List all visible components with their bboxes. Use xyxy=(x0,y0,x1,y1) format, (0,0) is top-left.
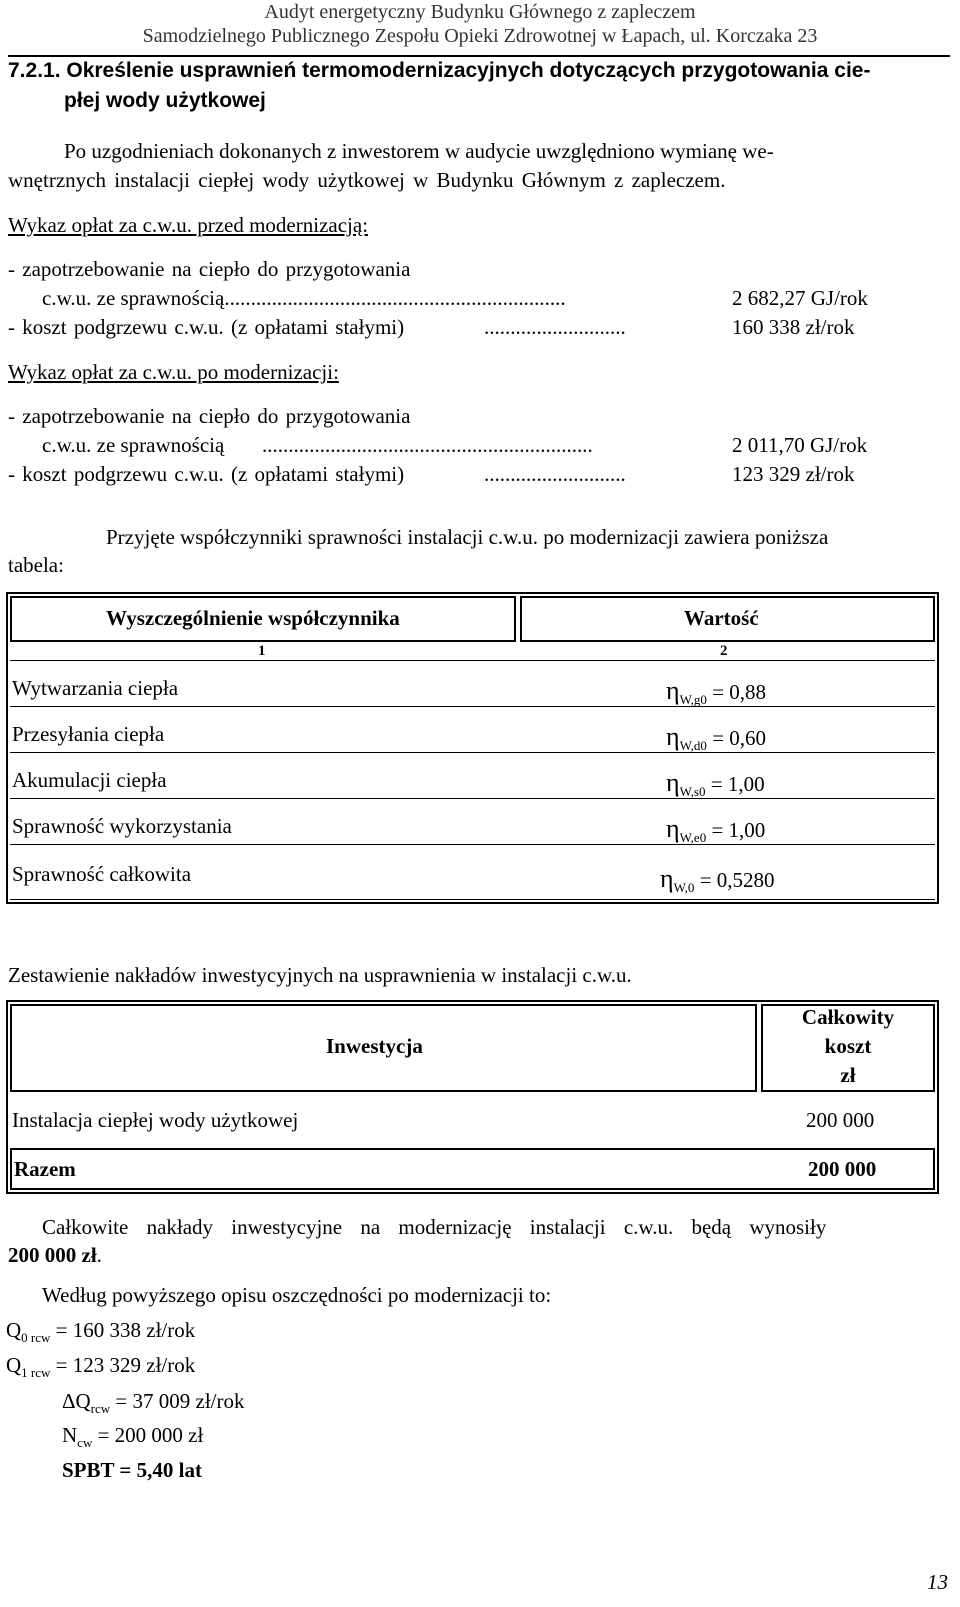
total-value: 200 000 xyxy=(808,1157,877,1181)
before-item1-leader xyxy=(42,283,732,313)
total-row-border xyxy=(10,1148,935,1190)
after-item1-label: c.w.u. ze sprawnością xyxy=(42,433,225,457)
row-value: $\eta_{W,e0} = 1,00$ xyxy=(666,814,766,846)
after-item2-label: - koszt podgrzewu c.w.u. (z opłatami stałymi) xyxy=(8,462,405,486)
dot-leader: ................................................................. xyxy=(224,286,566,310)
savings-intro: Według powyższego opisu oszczędności po modernizacji to: xyxy=(42,1283,552,1307)
dot-leader: ........................... xyxy=(484,315,626,339)
table-intro-line-1: Przyjęte współczynniki sprawności instalacji c.w.u. po modernizacji zawiera poniższa xyxy=(106,525,829,549)
q0-line: $Q_{0 rcw} = 160$ 338 zł/rok xyxy=(6,1318,196,1346)
row-label: Przesyłania ciepła xyxy=(12,722,165,746)
delta-q-line: $\Delta Q_{rcw} = 37$ 009 zł/rok xyxy=(62,1389,245,1417)
summary-line-2: 200 000 zł. xyxy=(8,1243,102,1267)
row-value: 200 000 xyxy=(806,1108,875,1132)
col-header-investment: Inwestycja xyxy=(326,1034,423,1058)
row-label: Wytwarzania ciepła xyxy=(12,676,179,700)
q1-line: $Q_{1 rcw} = 123$ 329 zł/rok xyxy=(6,1353,196,1381)
col-number-2: 2 xyxy=(720,643,728,659)
intro-line-1: Po uzgodnieniach dokonanych z inwestorem w audycie uwzględniono wymianę we- xyxy=(64,139,774,163)
row-divider xyxy=(10,844,935,845)
row-label: Sprawność wykorzystania xyxy=(12,814,232,838)
total-label: Razem xyxy=(14,1157,76,1181)
row-value: $\eta_{W,s0} = 1,00$ xyxy=(666,768,765,800)
cost-heading: Zestawienie nakładów inwestycyjnych na usprawnienia w instalacji c.w.u. xyxy=(8,963,632,987)
after-item1-value: 2 011,70 GJ/rok xyxy=(732,433,868,457)
after-item2-value: 123 329 zł/rok xyxy=(732,462,855,486)
before-item2-label: - koszt podgrzewu c.w.u. (z opłatami stałymi) xyxy=(8,315,405,339)
section-title-line-1: 7.2.1. Określenie usprawnień termomodernizacyjnych dotyczących przygotowania cie- xyxy=(8,59,871,82)
spbt-line: SPBT = 5,40 lat xyxy=(62,1458,202,1482)
before-item2-value: 160 338 zł/rok xyxy=(732,315,855,339)
header-line-1: Audyt energetyczny Budynku Głównego z zapleczem xyxy=(264,1,696,23)
n-line: $N_{cw} = 200$ 000 zł xyxy=(62,1423,204,1451)
header-line-2: Samodzielnego Publicznego Zespołu Opieki Zdrowotnej w Łapach, ul. Korczaka 23 xyxy=(142,25,818,47)
col-header-value: Wartość xyxy=(684,606,759,630)
row-value: $\eta_{W,0} = 0,5280$ xyxy=(660,864,775,896)
row-label: Sprawność całkowita xyxy=(12,862,192,886)
col-header-cost-3: zł xyxy=(840,1063,856,1087)
row-divider xyxy=(10,798,935,799)
before-item1-value: 2 682,27 GJ/rok xyxy=(732,286,868,310)
page-number: 13 xyxy=(927,1570,948,1594)
intro-line-2: wnętrznych instalacji ciepłej wody użytkowej w Budynku Głównym z zapleczem. xyxy=(8,168,726,192)
summary-line-1: Całkowite nakłady inwestycyjne na modernizację instalacji c.w.u. będą wynosiły xyxy=(42,1215,827,1239)
section-title-line-2: płej wody użytkowej xyxy=(64,89,266,112)
row-divider xyxy=(10,706,935,707)
after-item1-line1: - zapotrzebowanie na ciepło do przygotowania xyxy=(8,404,411,428)
row-value: $\eta_{W,g0} = 0,88$ xyxy=(666,676,767,708)
before-item1-label: c.w.u. ze sprawnością xyxy=(42,286,225,310)
before-item1-line1: - zapotrzebowanie na ciepło do przygotowania xyxy=(8,257,411,281)
row-label: Instalacja ciepłej wody użytkowej xyxy=(12,1108,299,1132)
dot-leader: ........................... xyxy=(484,462,626,486)
col-number-1: 1 xyxy=(258,643,266,659)
row-divider xyxy=(10,899,935,900)
row-label: Akumulacji ciepła xyxy=(12,768,167,792)
col-header-cost-2: koszt xyxy=(824,1034,872,1058)
dot-leader: ............................................................... xyxy=(262,433,593,457)
before-heading: Wykaz opłat za c.w.u. przed modernizacją: xyxy=(8,213,369,237)
col-header-cost-1: Całkowity xyxy=(801,1005,895,1029)
after-heading: Wykaz opłat za c.w.u. po modernizacji: xyxy=(8,360,339,384)
col-header-description: Wyszczególnienie współczynnika xyxy=(106,606,400,630)
row-divider xyxy=(10,752,935,753)
row-divider xyxy=(10,660,935,661)
row-value: $\eta_{W,d0} = 0,60$ xyxy=(666,722,767,754)
table-intro-line-2: tabela: xyxy=(8,553,64,577)
